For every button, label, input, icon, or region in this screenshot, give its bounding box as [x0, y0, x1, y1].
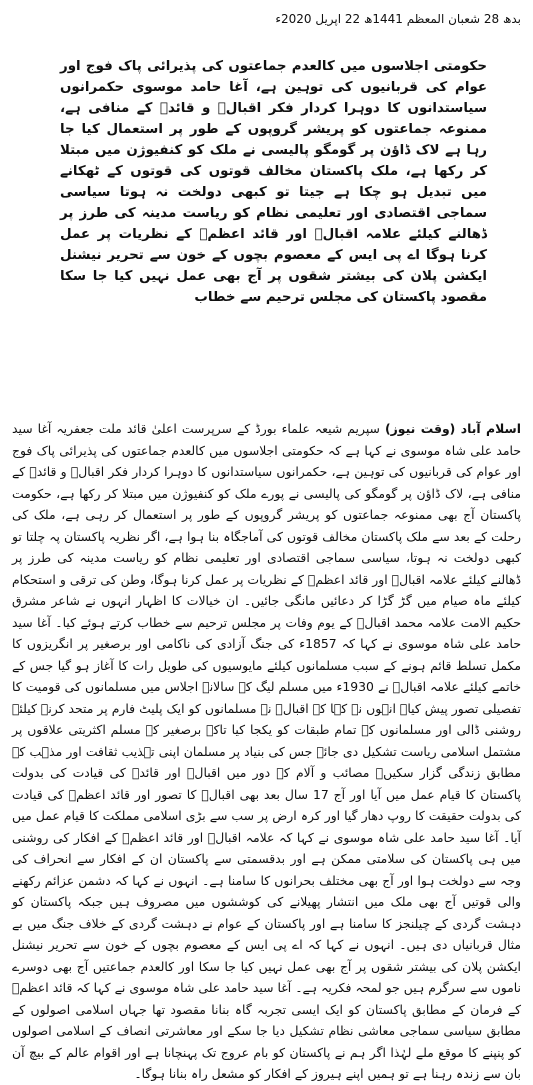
issue-dateline: بدھ 28 شعبان المعظم 1441ھ 22 اپریل 2020ء: [275, 12, 521, 26]
headline-lead: حکومتی اجلاسوں میں کالعدم جماعتوں کی پذیرائی پاک فوج اور عوام کی قربانیوں کی توہین ہے، آغا حامد موسوی حکمرانوں سیاستدانوں کا دوہرا کردار فکر اقبالؒ و قائدؒ کے منافی ہے، ممنوعہ جماعتوں کو پریشر گروپوں کے طور پر استعمال کیا جا رہا ہے لاک ڈاؤن پر گومگو پالیسی نے ملک کو کنفیوژن میں مبتلا کر رکھا ہے، ملک پاکستان مخالف قوتوں کی قوتوں کے ٹھکانے میں تبدیل ہو چکا ہے جیتا تو کبھی دولخت نہ ہوتا سیاسی سماجی اقتصادی اور تعلیمی نظام کو ریاست مدینہ کی طرز پر ڈھالنے کیلئے علامہ اقبالؒ اور قائد اعظمؒ کے نظریات پر عمل کرنا ہوگا اے پی ایس کے معصوم بچوں کے خون سے تحریر نیشنل ایکشن پلان کی بیشتر شقوں پر آج بھی عمل نہیں کیا جا سکا مقصود پاکستان کی مجلس ترحیم سے خطاب: [60, 59, 487, 305]
dateline-place: اسلام آباد (وقت نیوز): [385, 421, 521, 436]
article-text: سپریم شیعہ علماء بورڈ کے سرپرست اعلیٰ قائد ملت جعفریہ آغا سید حامد علی شاہ موسوی نے کہا ہے کہ حکومتی اجلاسوں میں کالعدم جماعتوں کی پذیرائی پاک فوج اور عوام کی قربانیوں کی توہین ہے، حکمرانوں سیاستدانوں کا دوہرا کردار فکر اقبالؒ و قائدؒ کے منافی ہے، لاک ڈاؤن پر گومگو کی پالیسی نے پورے ملک کو کنفیوژن میں مبتلا کر رکھا ہے، حکومت پاکستان آج بھی ممنوعہ جماعتوں کو پریشر گروپوں کے طور پر استعمال کر رہی ہے، ملک کی رحلت کے بعد سے ملک پاکستان مخالف قوتوں کی آماجگاہ بنا ہوا ہے، اگر نظریہ پاکستان پہ چلتا تو کبھی دولخت نہ ہوتا، سیاسی سماجی اقتصادی اور تعلیمی نظام کو ریاست مدینہ کی طرز پر ڈھالنے کیلئے علامہ اقبالؒ اور قائد اعظمؒ کے نظریات پر عمل کرنا ہوگا، وطن کی ترقی و استحکام کیلئے ماہ صیام میں گڑ گڑا کر دعائیں مانگی جائیں۔ ان خیالات کا اظہار انہوں نے شاعر مشرق حکیم الامت علامہ محمد اقبالؒ کے یوم وفات پر مجلس ترحیم سے خطاب کرتے ہوئے کیا۔ آغا سید حامد علی شاہ موسوی نے کہا کہ 1857ء کی جنگ آزادی کی ناکامی اور برصغیر پر انگریزوں کا مکمل تسلط قائم ہونے کے سبب مسلمانوں کیلئے مایوسیوں کی طویل رات کا آغاز ہو گیا جس کے خاتمے کیلئے علامہ اقبالؒ نے 1930ء میں مسلم لیگ کے سالانہ اجلاس میں مسلمانوں کی قومیت کا تفصیلی تصور پیش کیا۔ انہوں نے کہا کہ اقبالؒ نے مسلمانوں کو ایک پلیٹ فارم پر متحد کرنے کیلئے روشنی ڈالی اور مسلمانوں کے تمام طبقات کو یکجا کیا تاکہ برصغیر کے مسلم اکثریتی علاقوں پر مشتمل اسلامی ریاست تشکیل دی جائے جس کی بنیاد پر مسلمان اپنی تہذیب ثقافت اور مذہب کے مطابق زندگی گزار سکیں۔ مصائب و آلام کے دور میں اقبالؒ اور قائدؒ کی قیادت کی بدولت پاکستان کا قیام عمل میں آیا اور آج 17 سال بعد بھی اقبالؒ کا تصور اور قائد اعظمؒ کی قیادت کی بدولت حقیقت کا روپ دھار گیا اور کرہ ارض پر سب سے بڑی اسلامی مملکت کا قیام عمل میں آیا۔ آغا سید حامد علی شاہ موسوی نے کہا کہ علامہ اقبالؒ اور قائد اعظمؒ کے افکار کی روشنی میں ہی پاکستان کی سلامتی ممکن ہے اور بدقسمتی سے پاکستان ان کے افکار سے انحراف کی وجہ سے دولخت ہوا اور آج بھی مختلف بحرانوں کا سامنا ہے۔ انہوں نے کہا کہ دشمن عزائم رکھنے والی قوتیں آج بھی ملک میں انتشار پھیلانے کی کوششوں میں مصروف ہیں جبکہ پاکستان کو دہشت گردی کے چیلنجز کا سامنا ہے اور پاکستان کے عوام نے دہشت گردی کے خلاف جنگ میں بے مثال قربانیاں دی ہیں۔ انہوں نے کہا کہ اے پی ایس کے معصوم بچوں کے خون سے تحریر نیشنل ایکشن پلان کی بیشتر شقوں پر آج بھی عمل نہیں کیا جا سکا اور کالعدم جماعتیں آج بھی دوسرے ناموں سے سرگرم ہیں جو لمحہ فکریہ ہے۔ آغا سید حامد علی شاہ موسوی نے کہا کہ قائد اعظمؒ کے فرمان کے مطابق پاکستان کو ایک ایسی تجربہ گاہ بنانا مقصود تھا جہاں اسلامی اصولوں کے مطابق سیاسی سماجی معاشی نظام تشکیل دیا جا سکے اور معاشرتی انصاف کے اسلامی اصولوں کو پنپنے کا موقع ملے لہٰذا اگر ہم نے پاکستان کو بام عروج تک پہنچانا ہے اور اقوام عالم کے بیچ آن بان سے زندہ رہنا ہے تو ہمیں اپنے ہیروز کے افکار کو مشعل راہ بنانا ہوگا۔: [12, 421, 522, 1081]
article-body: [12, 418, 521, 1085]
